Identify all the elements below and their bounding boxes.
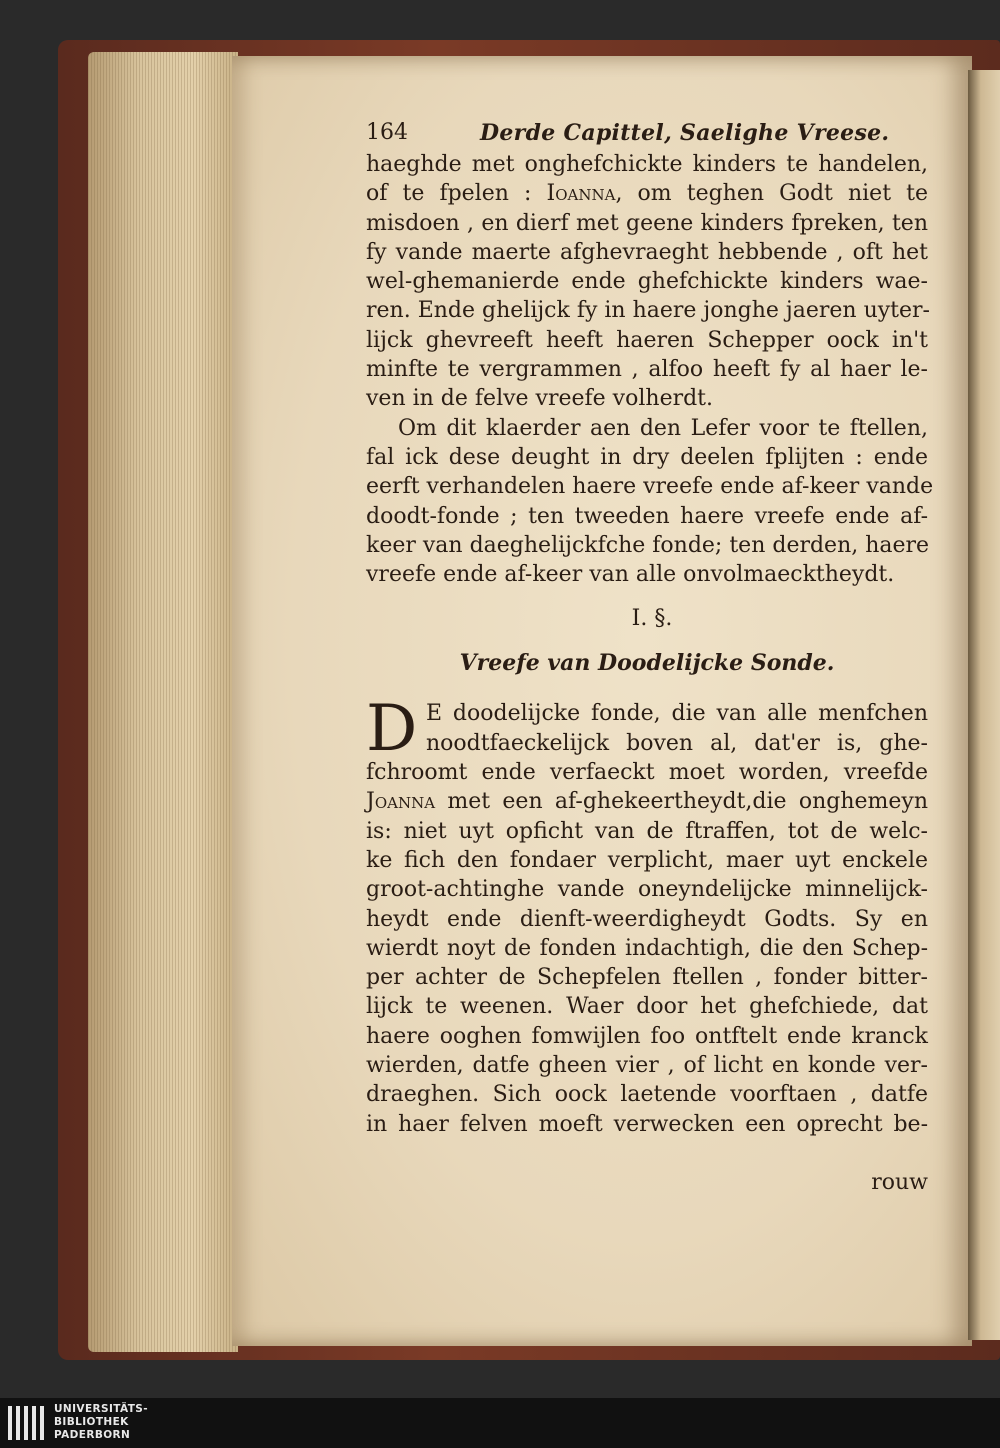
text-line: of te fpelen : Ioanna, om teghen Godt niet te xyxy=(366,181,928,207)
catchword: rouw xyxy=(871,1170,928,1196)
library-logo-icon xyxy=(6,1404,46,1442)
text-line: Joanna met een af-ghekeertheydt,die onghemeyn xyxy=(366,789,928,815)
text-line: noodtfaeckelijck boven al, dat'er is, ghe- xyxy=(426,730,928,756)
library-name: UNIVERSITÄTS- BIBLIOTHEK PADERBORN xyxy=(54,1403,149,1441)
next-page-edge xyxy=(968,70,1000,1340)
text-line: draeghen. Sich oock laetende voorftaen , datfe xyxy=(366,1082,928,1108)
section-mark: I. §. xyxy=(631,606,673,632)
page-fore-edge xyxy=(88,52,238,1352)
text-line: ren. Ende ghelijck fy in haere jonghe jaeren uyter- xyxy=(366,298,930,324)
text-line: wierden, datfe gheen vier , of licht en konde ver- xyxy=(366,1053,928,1079)
running-title: Derde Capittel, Saelighe Vreese. xyxy=(480,120,890,146)
section-title: Vreefe van Doodelijcke Sonde. xyxy=(459,650,835,677)
text-line: eerft verhandelen haere vreefe ende af-keer vande xyxy=(366,474,934,500)
text-line: fchroomt ende verfaeckt moet worden, vreefde xyxy=(366,760,928,786)
text-line: haere ooghen fomwijlen foo ontftelt ende kranck xyxy=(366,1023,928,1049)
text-line: minfte te vergrammen , alfoo heeft fy al haer le- xyxy=(366,357,928,383)
page-number: 164 xyxy=(366,120,408,145)
running-header xyxy=(366,118,928,150)
text-line: lijck te weenen. Waer door het ghefchiede, dat xyxy=(366,994,928,1020)
text-line: Om dit klaerder aen den Lefer voor te ftellen, xyxy=(398,415,928,441)
paragraph xyxy=(366,692,928,1197)
text-line: is: niet uyt opficht van de ftraffen, tot de welc- xyxy=(366,818,928,844)
name-joanna: Joanna xyxy=(366,789,436,815)
text-line: groot-achtinghe vande oneyndelijcke minnelijck- xyxy=(366,877,928,903)
text-line: keer van daeghelijckfche fonde; ten derden, haere xyxy=(366,532,930,558)
name-joanna: Ioanna xyxy=(546,181,616,207)
page-text xyxy=(366,118,934,1198)
text-line: vreefe ende af-keer van alle onvolmaecktheydt. xyxy=(366,562,895,588)
text-line xyxy=(366,1139,928,1168)
text-line: misdoen , en dierf met geene kinders fpreken, ten xyxy=(366,210,928,236)
drop-cap: D xyxy=(366,692,418,767)
text-line: wel-ghemanierde ende ghefchickte kinders wae- xyxy=(366,269,928,295)
text-line: lijck ghevreeft heeft haeren Schepper oock in't xyxy=(366,327,928,353)
text-line: E doodelijcke fonde, die van alle menfchen xyxy=(426,701,928,727)
text-line: fy vande maerte afghevraeght hebbende , oft het xyxy=(366,239,928,265)
text-line: doodt-fonde ; ten tweeden haere vreefe ende af- xyxy=(366,503,928,529)
library-logo xyxy=(0,1398,1000,1448)
text-line: fal ick dese deught in dry deelen fplijten : ende xyxy=(366,444,928,470)
text-line: in haer felven moeft verwecken een oprecht be- xyxy=(366,1111,928,1137)
text-line: heydt ende dienft-weerdigheydt Godts. Sy en xyxy=(366,906,928,932)
text-line: ke fich den fondaer verplicht, maer uyt enckele xyxy=(366,847,928,873)
text-line: wierdt noyt de fonden indachtigh, die den Schep- xyxy=(366,935,928,961)
text-line: ven in de felve vreefe volherdt. xyxy=(366,386,714,412)
text-line: per achter de Schepfelen ftellen , fonder bitter- xyxy=(366,965,928,991)
text-line: haeghde met onghefchickte kinders te handelen, xyxy=(366,152,928,177)
